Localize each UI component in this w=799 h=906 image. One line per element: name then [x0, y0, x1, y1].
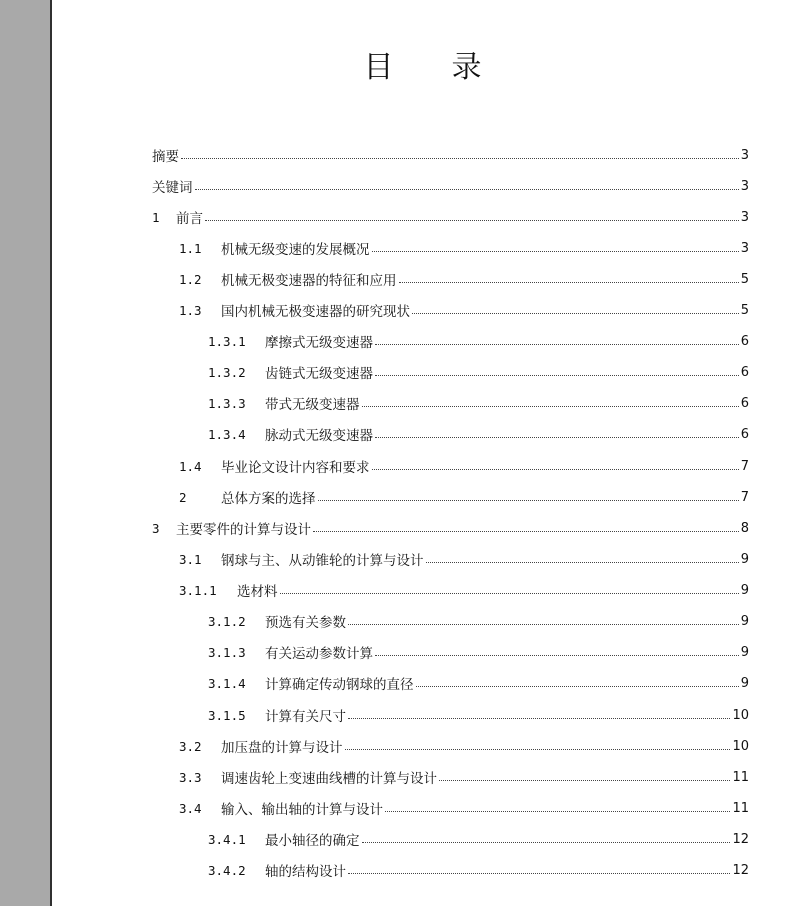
toc-entry-number: 3.4.2 — [208, 862, 246, 878]
toc-entry-page: 3 — [740, 240, 749, 256]
toc-entry-page: 3 — [740, 209, 749, 225]
toc-entry-title: 选材料 — [237, 584, 278, 600]
toc-entry-title: 钢球与主、从动锥轮的计算与设计 — [221, 553, 424, 569]
toc-entry-page: 5 — [740, 302, 749, 318]
toc-entry-number: 1.2 — [179, 271, 202, 287]
toc-entry-number: 1.3.3 — [208, 395, 246, 411]
toc-entry-page: 12 — [732, 862, 749, 878]
toc-dot-leader — [385, 810, 730, 812]
toc-entry-title: 预选有关参数 — [265, 615, 346, 631]
toc-entry[interactable] — [208, 423, 749, 445]
toc-entry-page: 6 — [740, 364, 749, 380]
toc-entry-page: 5 — [740, 271, 749, 287]
toc-entry[interactable] — [179, 299, 749, 321]
toc-entry-title: 机械无级变速的发展概况 — [221, 242, 370, 258]
toc-dot-leader — [280, 592, 739, 594]
toc-entry-page: 9 — [740, 582, 749, 598]
toc-entry-page: 9 — [740, 644, 749, 660]
toc-entry-number: 3.1 — [179, 551, 202, 567]
toc-entry-page: 6 — [740, 395, 749, 411]
toc-entry-page: 10 — [732, 707, 749, 723]
toc-entry-title: 主要零件的计算与设计 — [176, 522, 311, 538]
toc-entry-title: 轴的结构设计 — [265, 864, 346, 880]
toc-entry[interactable] — [152, 144, 749, 166]
toc-entry-page: 11 — [732, 800, 749, 816]
toc-entry-number: 1.1 — [179, 240, 202, 256]
toc-dot-leader — [195, 188, 739, 190]
toc-entry-number: 1.3.4 — [208, 426, 246, 442]
toc-entry-page: 7 — [740, 489, 749, 505]
toc-entry-title: 最小轴径的确定 — [265, 833, 360, 849]
toc-entry-title: 计算确定传动钢球的直径 — [265, 677, 414, 693]
toc-entry-number: 1 — [152, 209, 160, 225]
toc-dot-leader — [412, 312, 739, 314]
toc-entry-number: 3 — [152, 520, 160, 536]
toc-entry[interactable] — [179, 766, 749, 788]
toc-dot-leader — [205, 219, 739, 221]
toc-entry-page: 7 — [740, 458, 749, 474]
toc-dot-leader — [345, 748, 731, 750]
toc-entry-title: 摩擦式无级变速器 — [265, 335, 373, 351]
toc-entry-title: 毕业论文设计内容和要求 — [221, 460, 370, 476]
toc-dot-leader — [372, 250, 739, 252]
toc-entry-number: 1.3.2 — [208, 364, 246, 380]
toc-entry-number: 1.3 — [179, 302, 202, 318]
toc-entry-title: 输入、输出轴的计算与设计 — [221, 802, 383, 818]
toc-entry-title: 前言 — [176, 211, 203, 227]
toc-entry[interactable] — [179, 237, 749, 259]
toc-entry-number: 3.1.3 — [208, 644, 246, 660]
toc-entry[interactable] — [208, 672, 749, 694]
toc-entry[interactable] — [179, 268, 749, 290]
toc-entry-title: 加压盘的计算与设计 — [221, 740, 343, 756]
toc-entry[interactable] — [179, 486, 749, 508]
toc-entry-number: 3.2 — [179, 738, 202, 754]
toc-entry[interactable] — [179, 548, 749, 570]
toc-dot-leader — [375, 343, 739, 345]
toc-dot-leader — [181, 157, 739, 159]
toc-entry-page: 6 — [740, 426, 749, 442]
toc-entry-title: 机械无极变速器的特征和应用 — [221, 273, 397, 289]
toc-entry-number: 2 — [179, 489, 187, 505]
toc-entry-page: 9 — [740, 613, 749, 629]
toc-entry-page: 9 — [740, 675, 749, 691]
toc-dot-leader — [348, 623, 739, 625]
toc-dot-leader — [372, 468, 739, 470]
toc-entry[interactable] — [179, 797, 749, 819]
toc-entry-title: 摘要 — [152, 149, 179, 165]
toc-entry-page: 12 — [732, 831, 749, 847]
toc-entry-number: 3.1.1 — [179, 582, 217, 598]
toc-entry[interactable] — [179, 735, 749, 757]
toc-entry-title: 关键词 — [152, 180, 193, 196]
toc-entry-title: 国内机械无极变速器的研究现状 — [221, 304, 410, 320]
toc-entry-number: 3.1.2 — [208, 613, 246, 629]
toc-entry-page: 3 — [740, 178, 749, 194]
toc-dot-leader — [362, 841, 731, 843]
toc-entry[interactable] — [152, 206, 749, 228]
toc-dot-leader — [375, 654, 739, 656]
toc-entry[interactable] — [152, 175, 749, 197]
toc-entry-title: 齿链式无级变速器 — [265, 366, 373, 382]
toc-entry-number: 1.4 — [179, 458, 202, 474]
toc-entry[interactable] — [179, 579, 749, 601]
toc-entry[interactable] — [208, 330, 749, 352]
toc-dot-leader — [416, 685, 739, 687]
toc-entry-title: 计算有关尺寸 — [265, 709, 346, 725]
toc-dot-leader — [362, 405, 739, 407]
toc-entry-title: 调速齿轮上变速曲线槽的计算与设计 — [221, 771, 437, 787]
toc-entry-number: 3.1.4 — [208, 675, 246, 691]
toc-entry-title: 带式无级变速器 — [265, 397, 360, 413]
toc-entry[interactable] — [208, 361, 749, 383]
toc-entry-page: 3 — [740, 147, 749, 163]
toc-entry-page: 10 — [732, 738, 749, 754]
toc-dot-leader — [426, 561, 739, 563]
page-title: 目 录 — [363, 50, 484, 85]
left-gutter — [0, 0, 52, 906]
toc-entry-page: 9 — [740, 551, 749, 567]
toc-dot-leader — [348, 717, 730, 719]
toc-entry-title: 有关运动参数计算 — [265, 646, 373, 662]
toc-entry[interactable] — [208, 828, 749, 850]
toc-dot-leader — [318, 499, 739, 501]
toc-entry[interactable] — [208, 392, 749, 414]
toc-entry-page: 8 — [740, 520, 749, 536]
toc-entry[interactable] — [208, 859, 749, 881]
toc-entry[interactable] — [208, 641, 749, 663]
toc-entry-number: 3.4 — [179, 800, 202, 816]
toc-dot-leader — [375, 374, 739, 376]
toc-entry[interactable] — [208, 610, 749, 632]
toc-entry-title: 总体方案的选择 — [221, 491, 316, 507]
toc-entry-number: 3.3 — [179, 769, 202, 785]
toc-entry-number: 3.4.1 — [208, 831, 246, 847]
toc-dot-leader — [375, 436, 739, 438]
toc-entry-page: 11 — [732, 769, 749, 785]
toc-dot-leader — [439, 779, 730, 781]
toc-entry[interactable] — [179, 455, 749, 477]
toc-entry-title: 脉动式无级变速器 — [265, 428, 373, 444]
toc-entry[interactable] — [208, 704, 749, 726]
toc-entry[interactable] — [152, 517, 749, 539]
toc-dot-leader — [399, 281, 739, 283]
toc-entry-number: 3.1.5 — [208, 707, 246, 723]
toc-entry-page: 6 — [740, 333, 749, 349]
toc-entry-number: 1.3.1 — [208, 333, 246, 349]
toc-dot-leader — [348, 872, 730, 874]
toc-dot-leader — [313, 530, 739, 532]
